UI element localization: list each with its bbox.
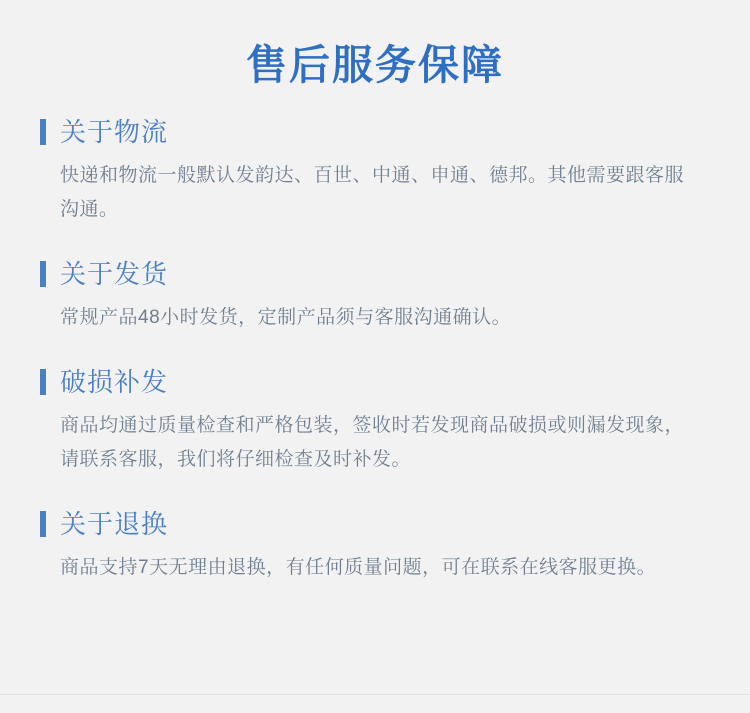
sections-list — [0, 101, 750, 585]
section-heading-row — [40, 261, 710, 287]
section-title: 关于物流 — [60, 117, 169, 147]
section-body: 常规产品48小时发货，定制产品须与客服沟通确认。 — [60, 307, 512, 328]
section-body: 商品支持7天无理由退换，有任何质量问题，可在联系在线客服更换。 — [60, 557, 657, 578]
accent-bar-icon — [40, 261, 46, 287]
section-heading-row — [40, 511, 710, 537]
section-heading-row — [40, 369, 710, 395]
section-title: 关于退换 — [60, 509, 169, 539]
section-logistics — [40, 119, 710, 227]
section-shipping — [40, 261, 710, 335]
section-body: 快递和物流一般默认发韵达、百世、中通、申通、德邦。其他需要跟客服沟通。 — [60, 165, 685, 220]
accent-bar-icon — [40, 511, 46, 537]
accent-bar-icon — [40, 369, 46, 395]
bottom-divider — [0, 694, 750, 695]
accent-bar-icon — [40, 119, 46, 145]
page-title: 售后服务保障 — [246, 42, 504, 88]
section-body: 商品均通过质量检查和严格包装，签收时若发现商品破损或则漏发现象，请联系客服，我们将仔细检查及时补发。 — [60, 415, 685, 470]
section-title: 破损补发 — [60, 367, 169, 397]
section-title: 关于发货 — [60, 259, 169, 289]
section-returns-exchanges — [40, 511, 710, 585]
section-damage-reship — [40, 369, 710, 477]
section-heading-row — [40, 119, 710, 145]
